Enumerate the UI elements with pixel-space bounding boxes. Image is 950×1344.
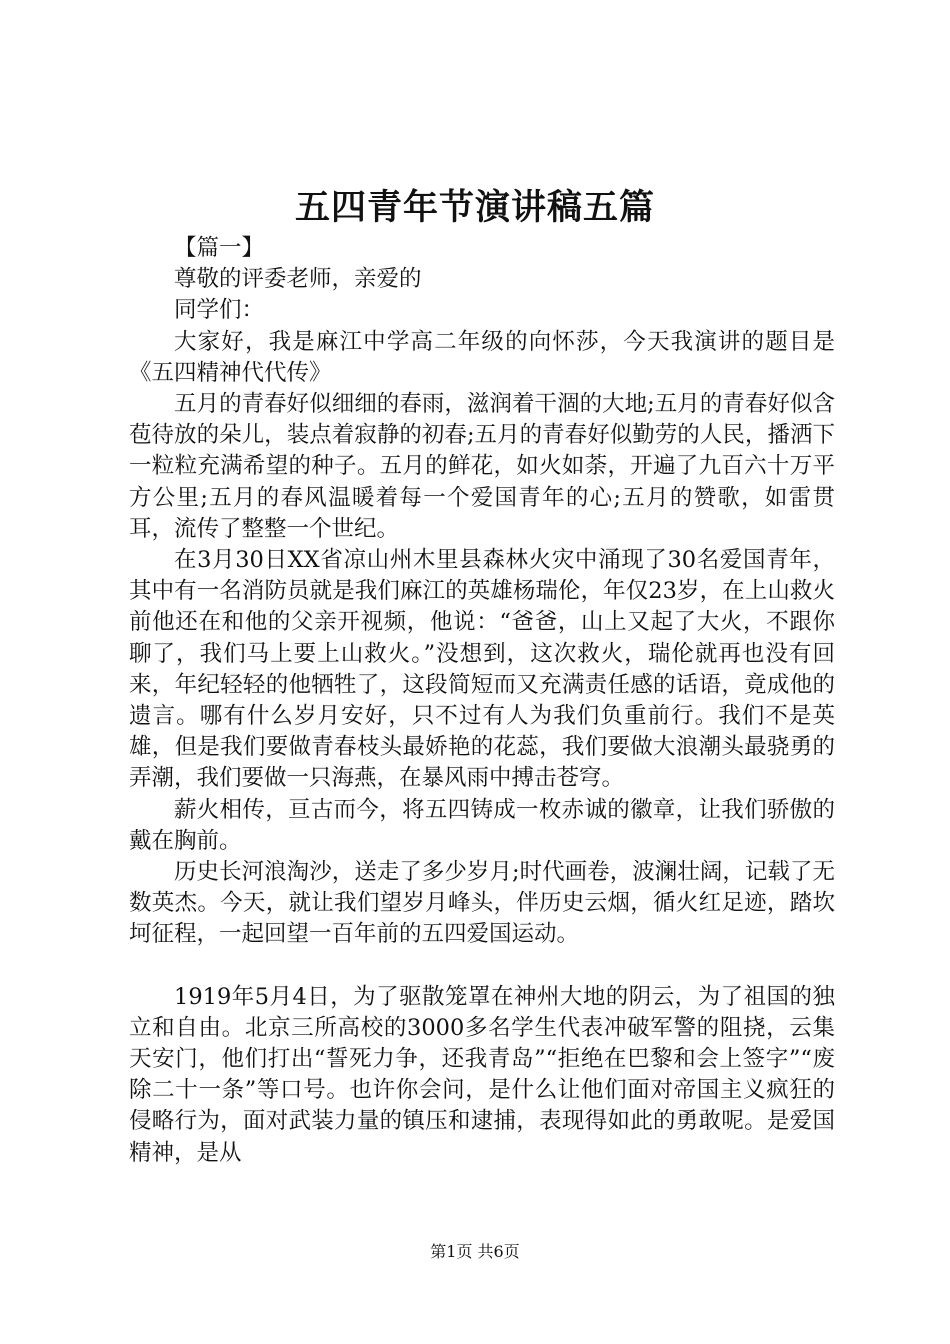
paragraph-greeting: 大家好，我是麻江中学高二年级的向怀莎，今天我演讲的题目是《五四精神代代传》 — [129, 328, 835, 386]
document-body — [129, 233, 835, 1169]
salutation-line-1: 尊敬的评委老师，亲爱的 — [174, 266, 422, 293]
page-footer: 第1页 共6页 — [430, 1242, 520, 1261]
paragraph-may-fourth-1919: 1919年5月4日，为了驱散笼罩在神州大地的阴云，为了祖国的独立和自由。北京三所高校的3000多名学生代表冲破军警的阻挠，云集天安门，他们打出“誓死力争，还我青岛”“拒绝在巴黎和会上签字”“废除二十一条”等口号。也许你会问，是什么让他们面对帝国主义疯狂的侵略行为，面对武装力量的镇压和逮捕，表现得如此的勇敢呢。是爱国精神，是从 — [129, 983, 835, 1166]
paragraph-may-youth: 五月的青春好似细细的春雨，滋润着干涸的大地;五月的青春好似含苞待放的朵儿，装点着寂静的初春;五月的青春好似勤劳的人民，播洒下一粒粒充满希望的种子。五月的鲜花，如火如荼，开遍了九百六十万平方公里;五月的春风温暖着每一个爱国青年的心;五月的赞歌，如雷贯耳，流传了整整一个世纪。 — [129, 391, 835, 542]
document-title: 五四青年节演讲稿五篇 — [294, 187, 655, 228]
paragraph-torch: 薪火相传，亘古而今，将五四铸成一枚赤诚的徽章，让我们骄傲的戴在胸前。 — [129, 796, 835, 854]
section-heading: 【篇一】 — [174, 235, 265, 261]
salutation-line-2: 同学们： — [174, 297, 265, 324]
paragraph-muli-fire: 在3月30日XX省凉山州木里县森林火灾中涌现了30名爱国青年，其中有一名消防员就是我们麻江的英雄杨瑞伦，年仅23岁，在上山救火前他还在和他的父亲开视频，他说：“爸爸，山上又起了大火，不跟你聊了，我们马上要上山救火。”没想到，这次救火，瑞伦就再也没有回来，年纪轻轻的他牺牲了，这段简短而又充满责任感的话语，竟成他的遗言。哪有什么岁月安好，只不过有人为我们负重前行。我们不是英雄，但是我们要做青春枝头最娇艳的花蕊，我们要做大浪潮头最骁勇的弄潮，我们要做一只海燕，在暴风雨中搏击苍穹。 — [129, 547, 835, 792]
paragraph-history: 历史长河浪淘沙，送走了多少岁月;时代画卷，波澜壮阔，记载了无数英杰。今天，就让我们望岁月峰头，伴历史云烟，循火红足迹，踏坎坷征程，一起回望一百年前的五四爱国运动。 — [129, 859, 835, 948]
